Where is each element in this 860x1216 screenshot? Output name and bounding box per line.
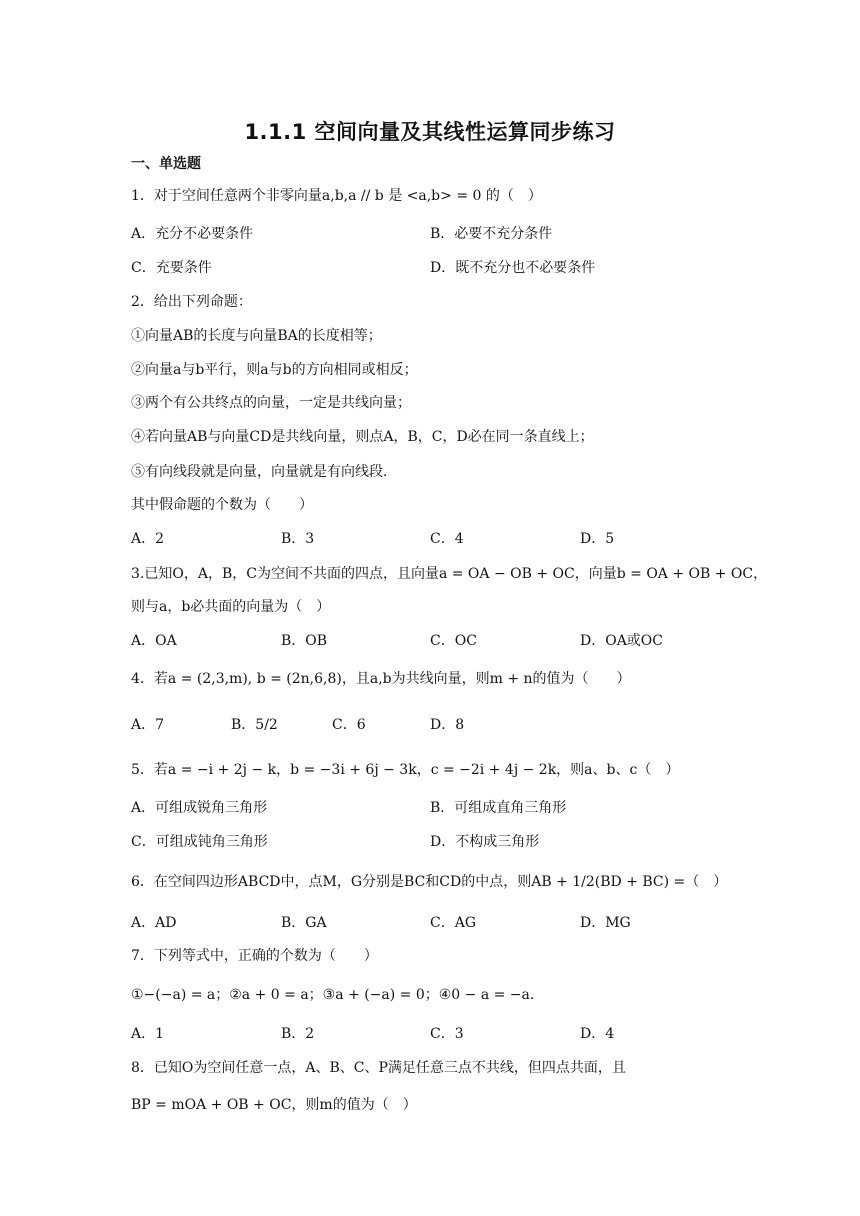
q7-option-d: D．4 [580,1026,615,1042]
question-3-stem: 3.已知O，A，B，C为空间不共面的四点，且向量a = OA − OB + OC，向量b = OA + OB + OC， [131,566,768,582]
q2-item-2: ②向量a与b平行，则a与b的方向相同或相反； [131,362,418,378]
q2-item-5: ⑤有向线段就是向量，向量就是有向线段． [131,464,397,480]
question-6-stem: 6．在空间四边形ABCD中，点M，G分别是BC和CD的中点，则AB + 1/2(BD + BC) =（ ） [131,874,728,890]
q4-option-c: C．6 [332,717,366,733]
question-3-stem-cont: 则与a，b必共面的向量为（ ） [131,599,331,615]
question-5-stem: 5．若a = −i + 2j − k，b = −3i + 6j − 3k，c = −2i + 4j − 2k，则a、b、c（ ） [131,762,680,778]
q4-option-a: A．7 [131,717,165,733]
question-2-stem: 2．给出下列命题： [131,294,252,310]
q3-option-a: A．OA [131,633,177,649]
q6-option-b: B．GA [281,915,327,931]
question-1-stem: 1．对于空间任意两个非零向量a,b,a // b 是 <a,b> = 0 的（ ） [131,188,542,204]
section-heading: 一、单选题 [131,156,201,172]
q7-item-1: ①−(−a) = a；②a + 0 = a；③a + (−a) = 0；④0 − a = −a． [131,987,544,1003]
q1-option-b: B．必要不充分条件 [430,226,553,242]
q5-option-a: A．可组成锐角三角形 [131,800,268,816]
q2-ask: 其中假命题的个数为（ ） [131,497,313,513]
q1-option-d: D．既不充分也不必要条件 [430,260,596,276]
q3-option-b: B．OB [281,633,328,649]
q1-option-a: A．充分不必要条件 [131,226,254,242]
q6-option-a: A．AD [131,915,177,931]
q4-option-b: B．5/2 [231,717,278,733]
q5-option-b: B．可组成直角三角形 [430,800,567,816]
q2-option-d: D．5 [580,531,615,547]
q2-item-1: ①向量AB的长度与向量BA的长度相等； [131,328,382,344]
q3-option-c: C．OC [430,633,477,649]
q6-option-d: D．MG [580,915,631,931]
q4-option-d: D．8 [430,717,465,733]
q2-item-4: ④若向量AB与向量CD是共线向量，则点A，B，C，D必在同一条直线上； [131,429,594,445]
q1-option-c: C．充要条件 [131,260,212,276]
q3-option-d: D．OA或OC [580,633,664,649]
q2-item-3: ③两个有公共终点的向量，一定是共线向量； [131,395,411,411]
question-8-stem-cont: BP = mOA + OB + OC，则m的值为（ ） [131,1097,417,1113]
q2-option-c: C．4 [430,531,464,547]
question-8-stem: 8．已知O为空间任意一点，A、B、C、P满足任意三点不共线，但四点共面，且 [131,1060,626,1076]
question-4-stem: 4．若a = (2,3,m), b = (2n,6,8)，且a,b为共线向量，则m + n的值为（ ） [131,671,631,687]
q7-option-b: B．2 [281,1026,315,1042]
page-title: 1.1.1 空间向量及其线性运算同步练习 [244,120,616,144]
q7-option-c: C．3 [430,1026,464,1042]
q2-option-b: B．3 [281,531,315,547]
q7-option-a: A．1 [131,1026,165,1042]
q6-option-c: C．AG [430,915,477,931]
q5-option-c: C．可组成钝角三角形 [131,834,268,850]
q5-option-d: D．不构成三角形 [430,834,540,850]
q2-option-a: A．2 [131,531,165,547]
question-7-stem: 7．下列等式中，正确的个数为（ ） [131,948,378,964]
